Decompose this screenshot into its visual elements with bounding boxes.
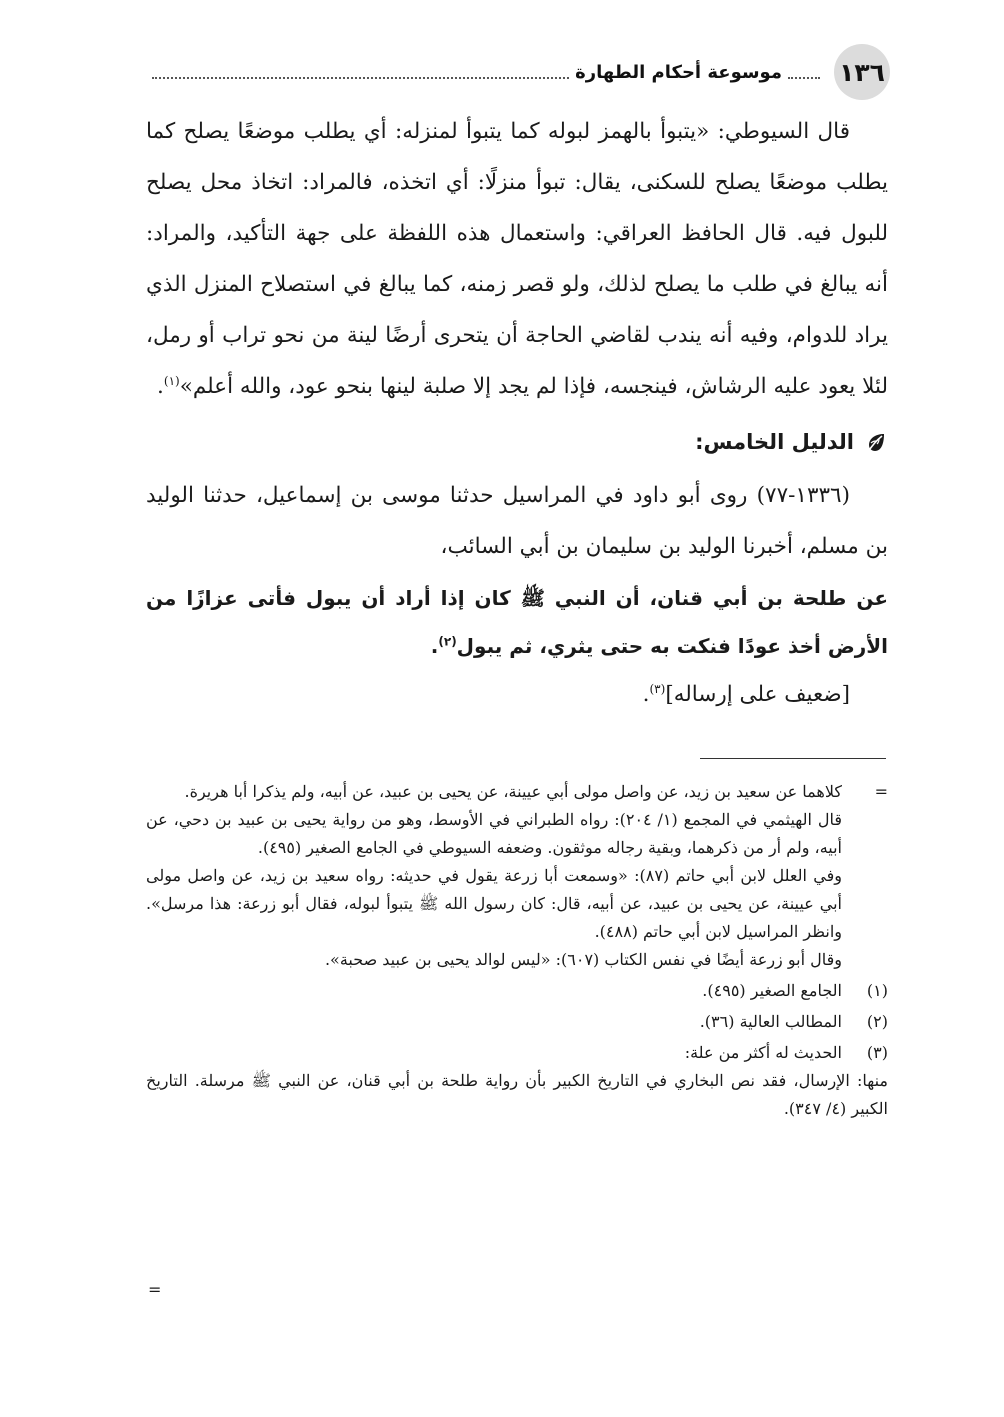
- page-number-text: ١٣٦: [839, 57, 885, 87]
- paragraph-suyuti-end: .: [157, 374, 164, 399]
- hadith-text: [146, 574, 888, 670]
- footnote-separator: [700, 758, 886, 759]
- page-continuation-mark: =: [148, 1280, 162, 1299]
- header-dots-left: [152, 77, 569, 79]
- section-heading: [146, 414, 888, 470]
- footnote-ref-2[interactable]: (٢): [438, 634, 457, 649]
- hadith-body: عن طلحة بن أبي قنان، أن النبي ﷺ كان إذا أراد أن يبول فأتى عزازًا من الأرض أخذ عودًا فنكت به حتى يثري، ثم يبول: [146, 586, 888, 658]
- main-text: [146, 106, 888, 720]
- book-title: موسوعة أحكام الطهارة: [575, 61, 782, 83]
- footnote-2-text: المطالب العالية (٣٦).: [699, 1012, 842, 1031]
- footnote-3-text: الحديث له أكثر من علة:: [684, 1043, 842, 1062]
- footnote-2: [146, 1008, 888, 1036]
- footnote-cont-3: وفي العلل لابن أبي حاتم (٨٧): «وسمعت أبا زرعة يقول في حديثه: رواه سعيد بن زيد، عن واصل مولى أبي عيينة، عن يحيى بن عبيد، عن أبيه، قال: كان رسول الله ﷺ يتبوأ لبوله، فقال أبو زرعة: هذا مرسل». وانظر المراسيل لابن أبي حاتم (٤٨٨).: [146, 866, 843, 941]
- grading-text: [ضعيف على إرساله]: [665, 682, 850, 707]
- footnote-cont-4: وقال أبو زرعة أيضًا في نفس الكتاب (٦٠٧): «ليس لوالد يحيى بن عبيد صحبة».: [324, 950, 842, 969]
- hadith-end: .: [430, 634, 439, 658]
- footnote-1: [146, 977, 888, 1005]
- footnote-3-detail: منها: الإرسال، فقد نص البخاري في التاريخ الكبير بأن رواية طلحة بن أبي قنان، عن النبي ﷺ مرسلة. التاريخ الكبير (٤/ ٣٤٧).: [146, 1071, 888, 1118]
- footnote-cont-2: قال الهيثمي في المجمع (١/ ٢٠٤): رواه الطبراني في الأوسط، وهو من رواية يحيى بن عبيد بن دحي، عن أبيه، ولم أر من ذكرهما، وبقية رجاله موثقون. وضعفه السيوطي في الجامع الصغير (٤٩٥).: [146, 810, 842, 857]
- hadith-grading: [146, 670, 888, 720]
- paragraph-suyuti: [146, 106, 888, 412]
- grading-end: .: [642, 682, 650, 707]
- header-dots-right: [788, 77, 820, 79]
- footnote-ref-1[interactable]: (١): [163, 373, 180, 388]
- footnote-2-number: (٢): [866, 1012, 888, 1031]
- footnote-1-number: (١): [866, 981, 888, 1000]
- paragraph-suyuti-text: قال السيوطي: «يتبوأ بالهمز لبوله كما يتبوأ لمنزله: أي يطلب موضعًا يصلح كما يطلب موضعًا يصلح للسكنى، يقال: تبوأ منزلًا: أي اتخذه، فالمراد: اتخاذ محل يصلح للبول فيه. قال الحافظ العراقي: واستعمال هذه اللفظة على جهة التأكيد، والمراد: أنه يبالغ في طلب ما يصلح لذلك، ولو قصر زمنه، كما يبالغ في استصلاح المنزل الذي يراد للدوام، وفيه أنه يندب لقاضي الحاجة أن يتحرى أرضًا لينة من نحو تراب أو رمل، لئلا يعود عليه الرشاش، فينجسه، فإذا لم يجد إلا صلبة لينها بنحو عود، والله أعلم»: [146, 119, 888, 399]
- leaf-ornament-icon: [864, 430, 888, 454]
- footnotes: [146, 778, 888, 1123]
- section-heading-text: الدليل الخامس:: [695, 430, 854, 454]
- footnote-continuation: [146, 778, 888, 974]
- footnote-cont-1: كلاهما عن سعيد بن زيد، عن واصل مولى أبي عيينة، عن يحيى بن عبيد، عن أبيه، ولم يذكرا أبا هريرة.: [184, 782, 842, 801]
- footnote-1-text: الجامع الصغير (٤٩٥).: [702, 981, 842, 1000]
- page-number: [834, 44, 890, 100]
- footnote-3-number: (٣): [866, 1043, 888, 1062]
- footnote-ref-3[interactable]: (٣): [649, 681, 666, 696]
- running-header: [146, 56, 826, 88]
- paragraph-isnad: (١٣٣٦-٧٧) روى أبو داود في المراسيل حدثنا موسى بن إسماعيل، حدثنا الوليد بن مسلم، أخبرنا الوليد بن سليمان بن أبي السائب،: [146, 483, 888, 559]
- continuation-mark: =: [874, 782, 888, 801]
- footnote-3: [146, 1039, 888, 1067]
